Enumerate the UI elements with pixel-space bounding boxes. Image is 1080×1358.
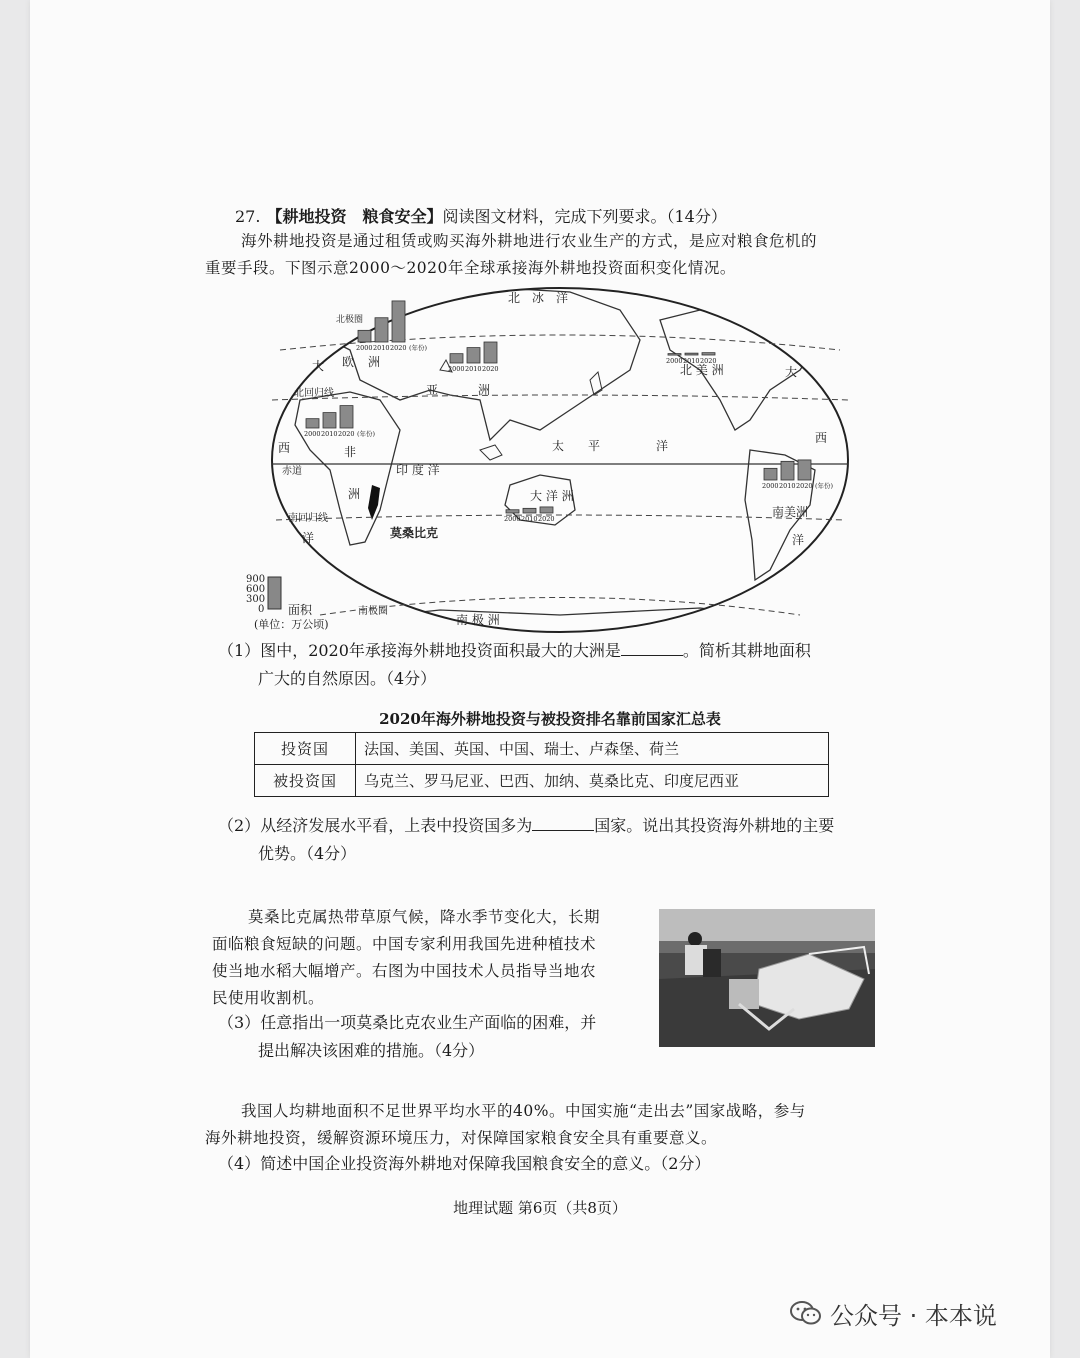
question-number: 27. xyxy=(235,207,261,226)
label-arctic-ocean: 北 冰 洋 xyxy=(508,291,569,305)
moz-line2: 面临粮食短缺的问题。中国专家利用我国先进种植技术 xyxy=(212,935,597,953)
bar-亚洲-2010 xyxy=(467,348,480,363)
label-atlantic-left2: 西 xyxy=(278,441,291,455)
sub1-text-c: 广大的自然原因。（4分） xyxy=(258,669,437,688)
bar-欧洲-2010 xyxy=(375,318,388,342)
watermark-text: 公众号 · 本本说 xyxy=(830,1301,997,1330)
bar-南美洲-2000 xyxy=(764,468,777,480)
bar-南美洲-2010 xyxy=(781,461,794,480)
bar-year-label: 2020 xyxy=(700,357,717,365)
label-pacific: 太 平 xyxy=(552,439,601,453)
sub2-text-c: 优势。（4分） xyxy=(258,844,357,863)
bar-year-label: 2000 xyxy=(304,430,321,438)
bar-year-label: 2000 xyxy=(504,515,521,523)
moz-line4: 民使用收割机。 xyxy=(212,989,325,1007)
page-footer: 地理试题 第6页（共8页） xyxy=(453,1199,627,1217)
bar-非洲-2000 xyxy=(306,419,319,428)
sub3-text-b: 提出解决该困难的措施。（4分） xyxy=(258,1041,485,1060)
sub4-label: （4） xyxy=(218,1154,261,1173)
map-legend xyxy=(240,570,370,630)
bar-非洲-2020 xyxy=(340,406,353,428)
subquestion-4 xyxy=(218,1150,878,1178)
bar-year-label: 2020 xyxy=(796,482,813,490)
bar-year-label: 2000 xyxy=(666,357,683,365)
bar-北美洲-2010 xyxy=(685,353,698,355)
table-key-invested: 被投资国 xyxy=(255,765,356,797)
question-topic: 【耕地投资 粮食安全】 xyxy=(266,207,443,226)
bar-year-unit: (年份) xyxy=(357,430,376,438)
sub4-text: 简述中国企业投资海外耕地对保障我国粮食安全的意义。（2分） xyxy=(260,1154,711,1173)
bar-year-label: 2020 xyxy=(390,344,407,352)
label-south-america: 南美洲 xyxy=(772,505,809,519)
legend-tick-600: 600 xyxy=(246,584,266,595)
harvester-photo-image xyxy=(659,909,875,1047)
bar-year-label: 2000 xyxy=(356,344,373,352)
legend-tick-300: 300 xyxy=(246,594,266,605)
question-instruction: 阅读图文材料，完成下列要求。（14分） xyxy=(442,207,727,226)
investment-table xyxy=(254,732,829,797)
label-atlantic-left3: 洋 xyxy=(302,531,315,545)
sub2-text-b: 国家。说出其投资海外耕地的主要 xyxy=(594,816,835,835)
sub3-text-a: 任意指出一项莫桑比克农业生产面临的困难，并 xyxy=(260,1013,597,1032)
label-pacific2: 洋 xyxy=(656,439,669,453)
bar-大洋洲-2000 xyxy=(506,510,519,513)
subquestion-3 xyxy=(218,1009,648,1065)
label-indian-ocean: 印 度 洋 xyxy=(396,463,440,477)
bar-year-unit: (年份) xyxy=(409,344,428,352)
sub2-answer-blank[interactable] xyxy=(532,814,594,831)
label-atlantic-left1: 大 xyxy=(312,359,325,373)
label-atlantic-right1: 大 xyxy=(785,365,798,379)
bar-year-label: 2010 xyxy=(465,365,482,373)
label-atlantic-right3: 洋 xyxy=(792,533,805,547)
bar-南美洲-2020 xyxy=(798,460,811,480)
table-row xyxy=(255,733,829,765)
subquestion-2 xyxy=(218,812,878,868)
label-oceania: 大 洋 洲 xyxy=(530,489,574,503)
bar-year-label: 2010 xyxy=(683,357,700,365)
sub1-text-b: 。简析其耕地面积 xyxy=(682,641,811,660)
bar-亚洲-2000 xyxy=(450,354,463,363)
label-europe2: 洲 xyxy=(368,355,381,369)
label-asia2: 洲 xyxy=(478,383,491,397)
sub1-text-a: 图中，2020年承接海外耕地投资面积最大的大洲是 xyxy=(260,641,621,660)
legend-unit: (单位：万公顷) xyxy=(254,618,329,630)
bar-北美洲-2000 xyxy=(668,354,681,356)
moz-line3: 使当地水稻大幅增产。右图为中国技术人员指导当地农 xyxy=(212,962,597,980)
bar-year-label: 2020 xyxy=(338,430,355,438)
table-key-investor: 投资国 xyxy=(255,733,356,765)
label-equator: 赤道 xyxy=(282,466,302,477)
bar-year-label: 2010 xyxy=(321,430,338,438)
legend-bar xyxy=(268,577,281,609)
question-header xyxy=(235,205,875,229)
label-atlantic-right2: 西 xyxy=(815,431,828,445)
bar-year-label: 2000 xyxy=(762,482,779,490)
intro-line1: 海外耕地投资是通过租赁或购买海外耕地进行农业生产的方式，是应对粮食危机的 xyxy=(241,232,818,250)
legend-tick-900: 900 xyxy=(246,574,266,585)
sub2-text-a: 从经济发展水平看，上表中投资国多为 xyxy=(260,816,533,835)
bar-大洋洲-2020 xyxy=(540,507,553,513)
table-value-investor: 法国、美国、英国、中国、瑞士、卢森堡、荷兰 xyxy=(356,733,829,765)
bar-year-label: 2020 xyxy=(482,365,499,373)
table-value-invested: 乌克兰、罗马尼亚、巴西、加纳、莫桑比克、印度尼西亚 xyxy=(356,765,829,797)
bar-year-label: 2010 xyxy=(521,515,538,523)
label-arctic-circle: 北极圈 xyxy=(336,315,364,325)
harvester-photo xyxy=(659,909,875,1047)
watermark xyxy=(790,1295,1050,1331)
sub1-label: （1） xyxy=(218,641,261,660)
bar-year-unit: (年份) xyxy=(815,482,834,490)
label-antarctic-circle: 南极圈 xyxy=(358,606,388,617)
label-tropic-capricorn: 南回归线 xyxy=(288,513,328,524)
bar-year-label: 2020 xyxy=(538,515,555,523)
sub2-label: （2） xyxy=(218,816,261,835)
bar-year-label: 2000 xyxy=(448,365,465,373)
bar-欧洲-2020 xyxy=(392,301,405,342)
label-europe: 欧 xyxy=(342,355,355,369)
label-asia: 亚 xyxy=(426,383,439,397)
label-tropic-cancer: 北回归线 xyxy=(294,388,334,399)
bar-北美洲-2020 xyxy=(702,353,715,355)
bar-year-label: 2010 xyxy=(373,344,390,352)
moz-line1: 莫桑比克属热带草原气候，降水季节变化大，长期 xyxy=(248,908,601,926)
china-line1: 我国人均耕地面积不足世界平均水平的40%。中国实施“走出去”国家战略，参与 xyxy=(241,1102,806,1120)
legend-tick-0: 0 xyxy=(258,604,265,615)
bar-大洋洲-2010 xyxy=(523,508,536,513)
intro-line2: 重要手段。下图示意2000～2020年全球承接海外耕地投资面积变化情况。 xyxy=(205,259,736,277)
bar-欧洲-2000 xyxy=(358,330,371,342)
sub3-label: （3） xyxy=(218,1013,261,1032)
table-row xyxy=(255,765,829,797)
mozambique-material xyxy=(212,904,642,1012)
label-north-america: 北 美 洲 xyxy=(680,363,724,377)
bar-year-label: 2010 xyxy=(779,482,796,490)
subquestion-1 xyxy=(218,637,878,693)
legend-area: 面积 xyxy=(288,603,313,617)
bar-亚洲-2020 xyxy=(484,342,497,363)
sub1-answer-blank[interactable] xyxy=(621,639,683,656)
bar-非洲-2010 xyxy=(323,413,336,428)
label-africa: 洲 xyxy=(348,487,361,501)
label-antarctica: 南 极 洲 xyxy=(456,613,500,627)
china-line2: 海外耕地投资，缓解资源环境压力，对保障国家粮食安全具有重要意义。 xyxy=(205,1129,718,1147)
wechat-logo-icon xyxy=(790,1300,822,1326)
table-title: 2020年海外耕地投资与被投资排名靠前国家汇总表 xyxy=(379,710,721,728)
label-africa-west: 非 xyxy=(344,445,357,459)
label-mozambique: 莫桑比克 xyxy=(390,526,439,540)
